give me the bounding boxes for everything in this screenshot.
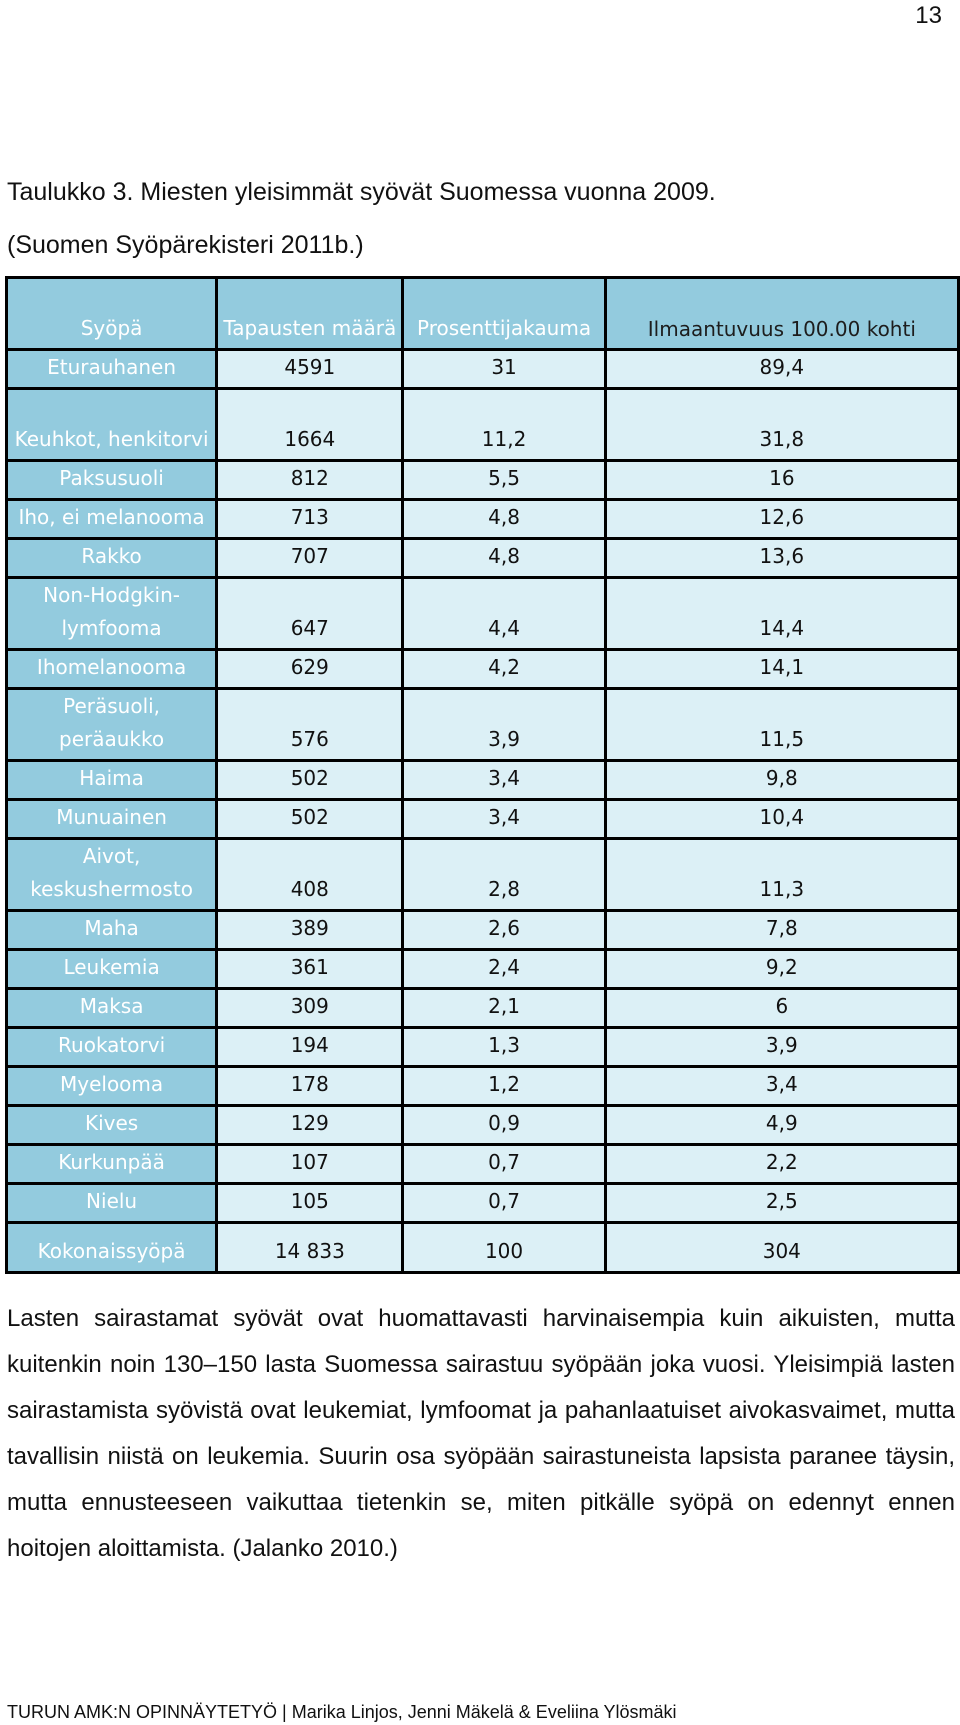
cell-incidence: 11,5 <box>605 689 958 761</box>
cell-cancer: Rakko <box>7 539 217 578</box>
cell-incidence: 7,8 <box>605 911 958 950</box>
page-footer: TURUN AMK:N OPINNÄYTETYÖ | Marika Linjos, Jenni Mäkelä & Eveliina Ylösmäki <box>7 1702 677 1722</box>
cell-percent: 4,4 <box>403 578 605 650</box>
cell-cases: 194 <box>217 1028 403 1067</box>
cell-incidence: 6 <box>605 989 958 1028</box>
cell-cancer: Peräsuoli, peräaukko <box>7 689 217 761</box>
cell-cancer: Ruokatorvi <box>7 1028 217 1067</box>
cell-cases: 389 <box>217 911 403 950</box>
cell-total-label: Kokonaissyöpä <box>7 1223 217 1273</box>
cell-cancer: Iho, ei melanooma <box>7 500 217 539</box>
table-row <box>7 1145 959 1184</box>
table-row <box>7 1028 959 1067</box>
cell-cases: 707 <box>217 539 403 578</box>
cell-cancer: Eturauhanen <box>7 350 217 389</box>
table-caption: Taulukko 3. Miesten yleisimmät syövät Suomessa vuonna 2009. <box>7 178 716 206</box>
cell-cases: 361 <box>217 950 403 989</box>
cell-percent: 0,7 <box>403 1145 605 1184</box>
cell-cancer: Kurkunpää <box>7 1145 217 1184</box>
cell-cases: 502 <box>217 800 403 839</box>
cell-cases: 713 <box>217 500 403 539</box>
table-row <box>7 461 959 500</box>
cell-incidence: 14,4 <box>605 578 958 650</box>
cell-cancer: Maksa <box>7 989 217 1028</box>
cell-percent: 1,3 <box>403 1028 605 1067</box>
table-row <box>7 389 959 461</box>
cell-incidence: 9,2 <box>605 950 958 989</box>
cell-percent: 4,8 <box>403 539 605 578</box>
cell-percent: 0,9 <box>403 1106 605 1145</box>
cell-percent: 2,8 <box>403 839 605 911</box>
cell-cases: 129 <box>217 1106 403 1145</box>
cell-percent: 2,4 <box>403 950 605 989</box>
page-number: 13 <box>915 2 942 29</box>
cell-incidence: 31,8 <box>605 389 958 461</box>
cell-incidence: 10,4 <box>605 800 958 839</box>
table-row <box>7 500 959 539</box>
cancer-statistics-table <box>5 276 960 1274</box>
cell-percent: 5,5 <box>403 461 605 500</box>
cell-percent: 2,1 <box>403 989 605 1028</box>
cell-cancer: Maha <box>7 911 217 950</box>
cell-cancer: Non-Hodgkin-lymfooma <box>7 578 217 650</box>
cell-cases: 647 <box>217 578 403 650</box>
cell-cancer: Keuhkot, henkitorvi <box>7 389 217 461</box>
table-header-row <box>7 278 959 350</box>
cell-cancer: Paksusuoli <box>7 461 217 500</box>
table-row <box>7 578 959 650</box>
cell-incidence: 11,3 <box>605 839 958 911</box>
cell-total-percent: 100 <box>403 1223 605 1273</box>
cell-incidence: 4,9 <box>605 1106 958 1145</box>
cell-cases: 4591 <box>217 350 403 389</box>
table-total-row <box>7 1223 959 1273</box>
cell-cases: 178 <box>217 1067 403 1106</box>
table-row <box>7 761 959 800</box>
table-row <box>7 1184 959 1223</box>
cell-cancer: Haima <box>7 761 217 800</box>
cell-total-incidence: 304 <box>605 1223 958 1273</box>
table-row <box>7 1067 959 1106</box>
cell-cancer: Ihomelanooma <box>7 650 217 689</box>
cell-percent: 31 <box>403 350 605 389</box>
table-row <box>7 950 959 989</box>
header-cases: Tapausten määrä <box>217 278 403 350</box>
cell-cases: 629 <box>217 650 403 689</box>
cell-cases: 812 <box>217 461 403 500</box>
header-cancer: Syöpä <box>7 278 217 350</box>
cell-cases: 105 <box>217 1184 403 1223</box>
cell-incidence: 12,6 <box>605 500 958 539</box>
header-percent: Prosenttijakauma <box>403 278 605 350</box>
cell-cancer: Aivot, keskushermosto <box>7 839 217 911</box>
table-row <box>7 989 959 1028</box>
table-row <box>7 800 959 839</box>
table-row <box>7 650 959 689</box>
cell-incidence: 2,5 <box>605 1184 958 1223</box>
cell-cases: 408 <box>217 839 403 911</box>
cell-percent: 3,9 <box>403 689 605 761</box>
cell-percent: 0,7 <box>403 1184 605 1223</box>
cell-cases: 502 <box>217 761 403 800</box>
cell-cancer: Kives <box>7 1106 217 1145</box>
cell-cases: 576 <box>217 689 403 761</box>
cell-cases: 1664 <box>217 389 403 461</box>
table-row <box>7 350 959 389</box>
cell-percent: 3,4 <box>403 800 605 839</box>
cell-cancer: Nielu <box>7 1184 217 1223</box>
table-row <box>7 839 959 911</box>
cell-incidence: 13,6 <box>605 539 958 578</box>
cell-incidence: 9,8 <box>605 761 958 800</box>
cell-percent: 11,2 <box>403 389 605 461</box>
cell-incidence: 16 <box>605 461 958 500</box>
cell-percent: 4,8 <box>403 500 605 539</box>
header-incidence: Ilmaantuvuus 100.00 kohti <box>605 278 958 350</box>
table-row <box>7 539 959 578</box>
cell-percent: 2,6 <box>403 911 605 950</box>
cell-cancer: Munuainen <box>7 800 217 839</box>
cell-incidence: 3,4 <box>605 1067 958 1106</box>
cell-cases: 107 <box>217 1145 403 1184</box>
body-paragraph: Lasten sairastamat syövät ovat huomattavasti harvinaisempia kuin aikuisten, mutta kuitenkin noin 130–150 lasta Suomessa sairastuu syöpään joka vuosi. Yleisimpiä lasten sairastamista syövistä ovat leukemiat, lymfoomat ja pahanlaatuiset aivokasvaimet, mutta tavallisin niistä on leukemia. Suurin osa syöpään sairastuneista lapsista paranee täysin, mutta ennusteeseen vaikuttaa tietenkin se, miten pitkälle syöpä on edennyt ennen hoitojen aloittamista. (Jalanko 2010.) <box>7 1305 955 1562</box>
cell-percent: 3,4 <box>403 761 605 800</box>
cell-incidence: 14,1 <box>605 650 958 689</box>
cell-cancer: Leukemia <box>7 950 217 989</box>
table-row <box>7 1106 959 1145</box>
cell-cancer: Myelooma <box>7 1067 217 1106</box>
table-row <box>7 911 959 950</box>
cell-incidence: 89,4 <box>605 350 958 389</box>
cell-cases: 309 <box>217 989 403 1028</box>
cell-incidence: 2,2 <box>605 1145 958 1184</box>
cell-percent: 4,2 <box>403 650 605 689</box>
cell-percent: 1,2 <box>403 1067 605 1106</box>
cell-incidence: 3,9 <box>605 1028 958 1067</box>
table-body <box>7 350 959 1273</box>
table-source: (Suomen Syöpärekisteri 2011b.) <box>7 231 364 259</box>
cell-total-cases: 14 833 <box>217 1223 403 1273</box>
table-row <box>7 689 959 761</box>
